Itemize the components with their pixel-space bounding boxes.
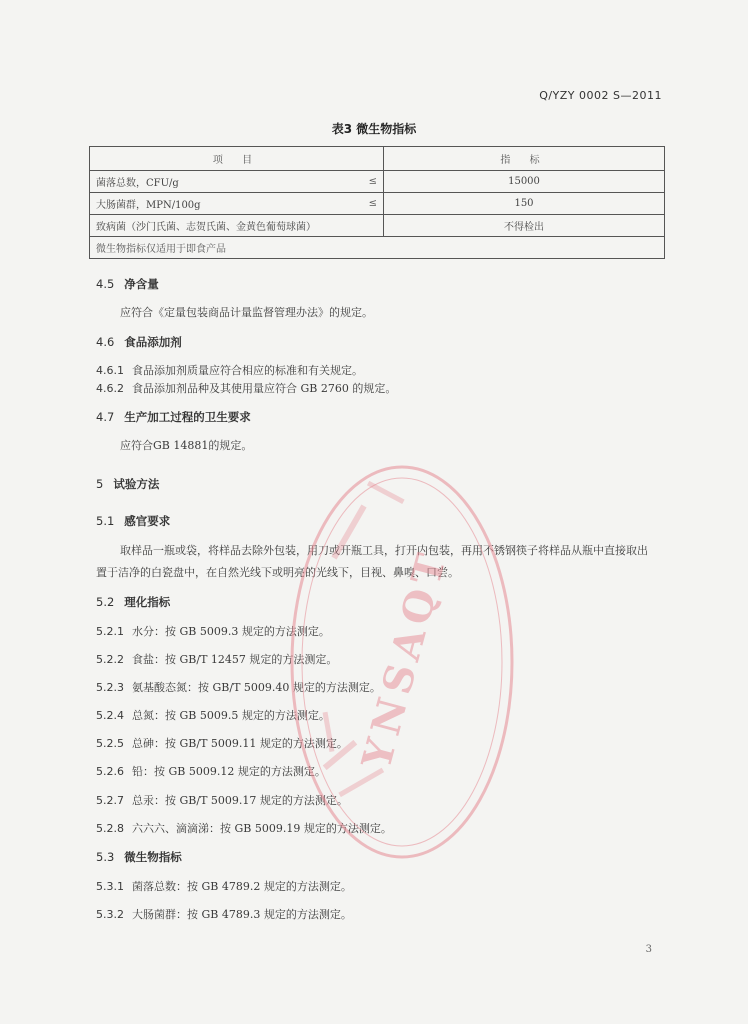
clause-5-2-6: 5.2.6 铅：按 GB 5009.12 规定的方法测定。 [96,765,326,778]
row-operator: ≤ [355,171,384,193]
table-row [90,215,665,237]
table-row [90,193,665,215]
clause-5-3-2: 5.3.2 大肠菌群：按 GB 4789.3 规定的方法测定。 [96,908,352,921]
clause-5-2-3: 5.2.3 氨基酸态氮：按 GB/T 5009.40 规定的方法测定。 [96,681,381,694]
section-heading-4-7: 4.7 生产加工过程的卫生要求 [96,410,251,424]
section-heading-5: 5 试验方法 [96,477,160,491]
clause-4-6-2: 4.6.2 食品添加剂品种及其使用量应符合 GB 2760 的规定。 [96,382,397,395]
row-item: 菌落总数，CFU/g [90,171,356,193]
section-text-4-7: 应符合GB 14881的规定。 [120,439,253,452]
section-text-4-5: 应符合《定量包装商品计量监督管理办法》的规定。 [120,306,373,319]
clause-5-2-8: 5.2.8 六六六、滴滴涕：按 GB 5009.19 规定的方法测定。 [96,822,392,835]
row-operator: ≤ [355,193,384,215]
clause-5-2-7: 5.2.7 总汞：按 GB/T 5009.17 规定的方法测定。 [96,794,348,807]
clause-5-2-2: 5.2.2 食盐：按 GB/T 12457 规定的方法测定。 [96,653,338,666]
clause-5-2-1: 5.2.1 水分：按 GB 5009.3 规定的方法测定。 [96,625,330,638]
row-value: 15000 [384,171,665,193]
clause-5-3-1: 5.3.1 菌落总数：按 GB 4789.2 规定的方法测定。 [96,880,352,893]
section-heading-4-5: 4.5 净含量 [96,277,159,291]
row-operator [355,215,384,237]
header-item: 项 目 [90,147,384,171]
table-header-row [90,147,665,171]
section-heading-5-1: 5.1 感官要求 [96,514,171,528]
row-item: 致病菌（沙门氏菌、志贺氏菌、金黄色葡萄球菌） [90,215,356,237]
standard-code: Q/YZY 0002 S—2011 [539,89,662,102]
table-note: 微生物指标仅适用于即食产品 [90,237,665,259]
section-heading-5-3: 5.3 微生物指标 [96,850,182,864]
microbial-indicator-table [89,146,665,259]
row-item: 大肠菌群，MPN/100g [90,193,356,215]
header-value: 指 标 [384,147,665,171]
clause-5-2-5: 5.2.5 总砷：按 GB/T 5009.11 规定的方法测定。 [96,737,348,750]
section-heading-4-6: 4.6 食品添加剂 [96,335,182,349]
table-caption: 表3 微生物指标 [331,122,417,136]
section-text-5-1: 取样品一瓶或袋，将样品去除外包装，用刀或开瓶工具，打开内包装，再用不锈钢筷子将样品从瓶中直接取出置于洁净的白瓷盘中，在自然光线下或明亮的光线下，目视、鼻嗅、口尝。 [96,544,648,579]
table-note-row [90,237,665,259]
stamp-text: YNSAQT [353,543,457,774]
table-row [90,171,665,193]
row-value: 150 [384,193,665,215]
clause-5-2-4: 5.2.4 总氮：按 GB 5009.5 规定的方法测定。 [96,709,330,722]
page-number: 3 [645,944,652,955]
section-heading-5-2: 5.2 理化指标 [96,595,171,609]
row-value: 不得检出 [384,215,665,237]
clause-4-6-1: 4.6.1 食品添加剂质量应符合相应的标准和有关规定。 [96,364,363,377]
